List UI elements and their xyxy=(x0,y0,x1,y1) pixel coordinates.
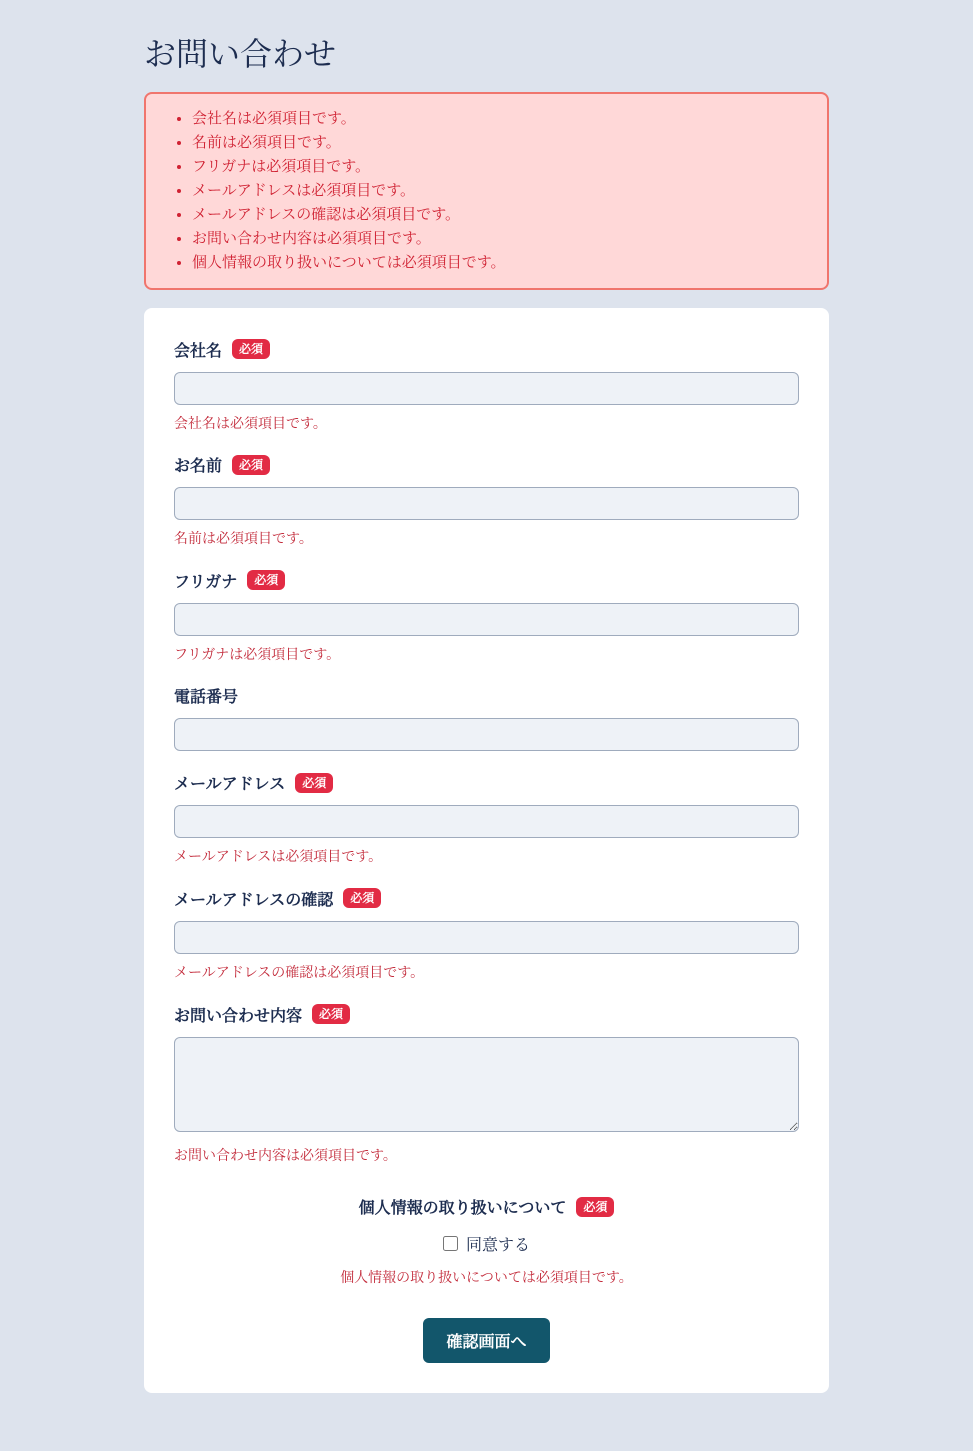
error-summary-list xyxy=(166,107,807,275)
name-error: 名前は必須項目です。 xyxy=(174,530,313,547)
agree-checkbox[interactable] xyxy=(443,1236,458,1251)
message-required-badge: 必須 xyxy=(312,1004,350,1024)
furigana-label: フリガナ xyxy=(174,573,238,591)
field-label-row xyxy=(174,1003,799,1026)
field-group-email xyxy=(174,771,799,867)
phone-label: 電話番号 xyxy=(174,689,239,707)
error-summary-item: • 名前は必須項目です。 xyxy=(192,131,807,155)
field-label-row xyxy=(174,684,799,707)
privacy-label-row xyxy=(174,1195,799,1218)
agree-label: 同意する xyxy=(465,1237,530,1255)
page-title: お問い合わせ xyxy=(144,36,337,72)
company-required-badge: 必須 xyxy=(232,339,270,359)
submit-button[interactable]: 確認画面へ xyxy=(423,1318,549,1363)
name-required-badge: 必須 xyxy=(232,455,270,475)
error-summary xyxy=(144,92,829,290)
error-summary-item: • お問い合わせ内容は必須項目です。 xyxy=(192,227,807,251)
field-label-row xyxy=(174,338,799,361)
agree-row[interactable] xyxy=(443,1232,530,1255)
company-label: 会社名 xyxy=(174,342,223,360)
privacy-error: 個人情報の取り扱いについては必須項目です。 xyxy=(340,1269,633,1286)
contact-page xyxy=(144,0,829,1451)
privacy-section xyxy=(174,1195,799,1288)
privacy-required-badge: 必須 xyxy=(576,1197,614,1217)
field-label-row xyxy=(174,453,799,476)
email-required-badge: 必須 xyxy=(295,773,333,793)
field-label-row xyxy=(174,569,799,592)
field-group-furigana xyxy=(174,569,799,665)
company-input[interactable] xyxy=(174,372,799,405)
email-confirm-required-badge: 必須 xyxy=(343,888,381,908)
field-group-message xyxy=(174,1003,799,1166)
email-error: メールアドレスは必須項目です。 xyxy=(174,848,383,865)
field-group-email-confirm xyxy=(174,887,799,983)
furigana-error: フリガナは必須項目です。 xyxy=(174,645,341,662)
furigana-required-badge: 必須 xyxy=(247,570,285,590)
field-label-row xyxy=(174,771,799,794)
privacy-label: 個人情報の取り扱いについて xyxy=(358,1200,567,1218)
name-label: お名前 xyxy=(174,458,223,476)
furigana-input[interactable] xyxy=(174,603,799,636)
error-summary-item: • フリガナは必須項目です。 xyxy=(192,155,807,179)
message-input[interactable] xyxy=(174,1037,799,1132)
email-label: メールアドレス xyxy=(174,776,286,794)
form-fields xyxy=(174,338,799,1166)
error-summary-item: • 個人情報の取り扱いについては必須項目です。 xyxy=(192,251,807,275)
field-group-company xyxy=(174,338,799,434)
submit-row xyxy=(174,1318,799,1363)
email-confirm-input[interactable] xyxy=(174,921,799,954)
field-group-name xyxy=(174,453,799,549)
email-confirm-error: メールアドレスの確認は必須項目です。 xyxy=(174,963,425,980)
error-summary-item: • 会社名は必須項目です。 xyxy=(192,107,807,131)
name-input[interactable] xyxy=(174,487,799,520)
field-group-phone xyxy=(174,684,799,751)
email-input[interactable] xyxy=(174,805,799,838)
form-card xyxy=(144,308,829,1393)
company-error: 会社名は必須項目です。 xyxy=(174,414,327,431)
message-error: お問い合わせ内容は必須項目です。 xyxy=(174,1146,397,1163)
phone-input[interactable] xyxy=(174,718,799,751)
field-label-row xyxy=(174,887,799,910)
email-confirm-label: メールアドレスの確認 xyxy=(174,891,334,909)
error-summary-item: • メールアドレスは必須項目です。 xyxy=(192,179,807,203)
error-summary-item: • メールアドレスの確認は必須項目です。 xyxy=(192,203,807,227)
message-label: お問い合わせ内容 xyxy=(174,1007,303,1025)
